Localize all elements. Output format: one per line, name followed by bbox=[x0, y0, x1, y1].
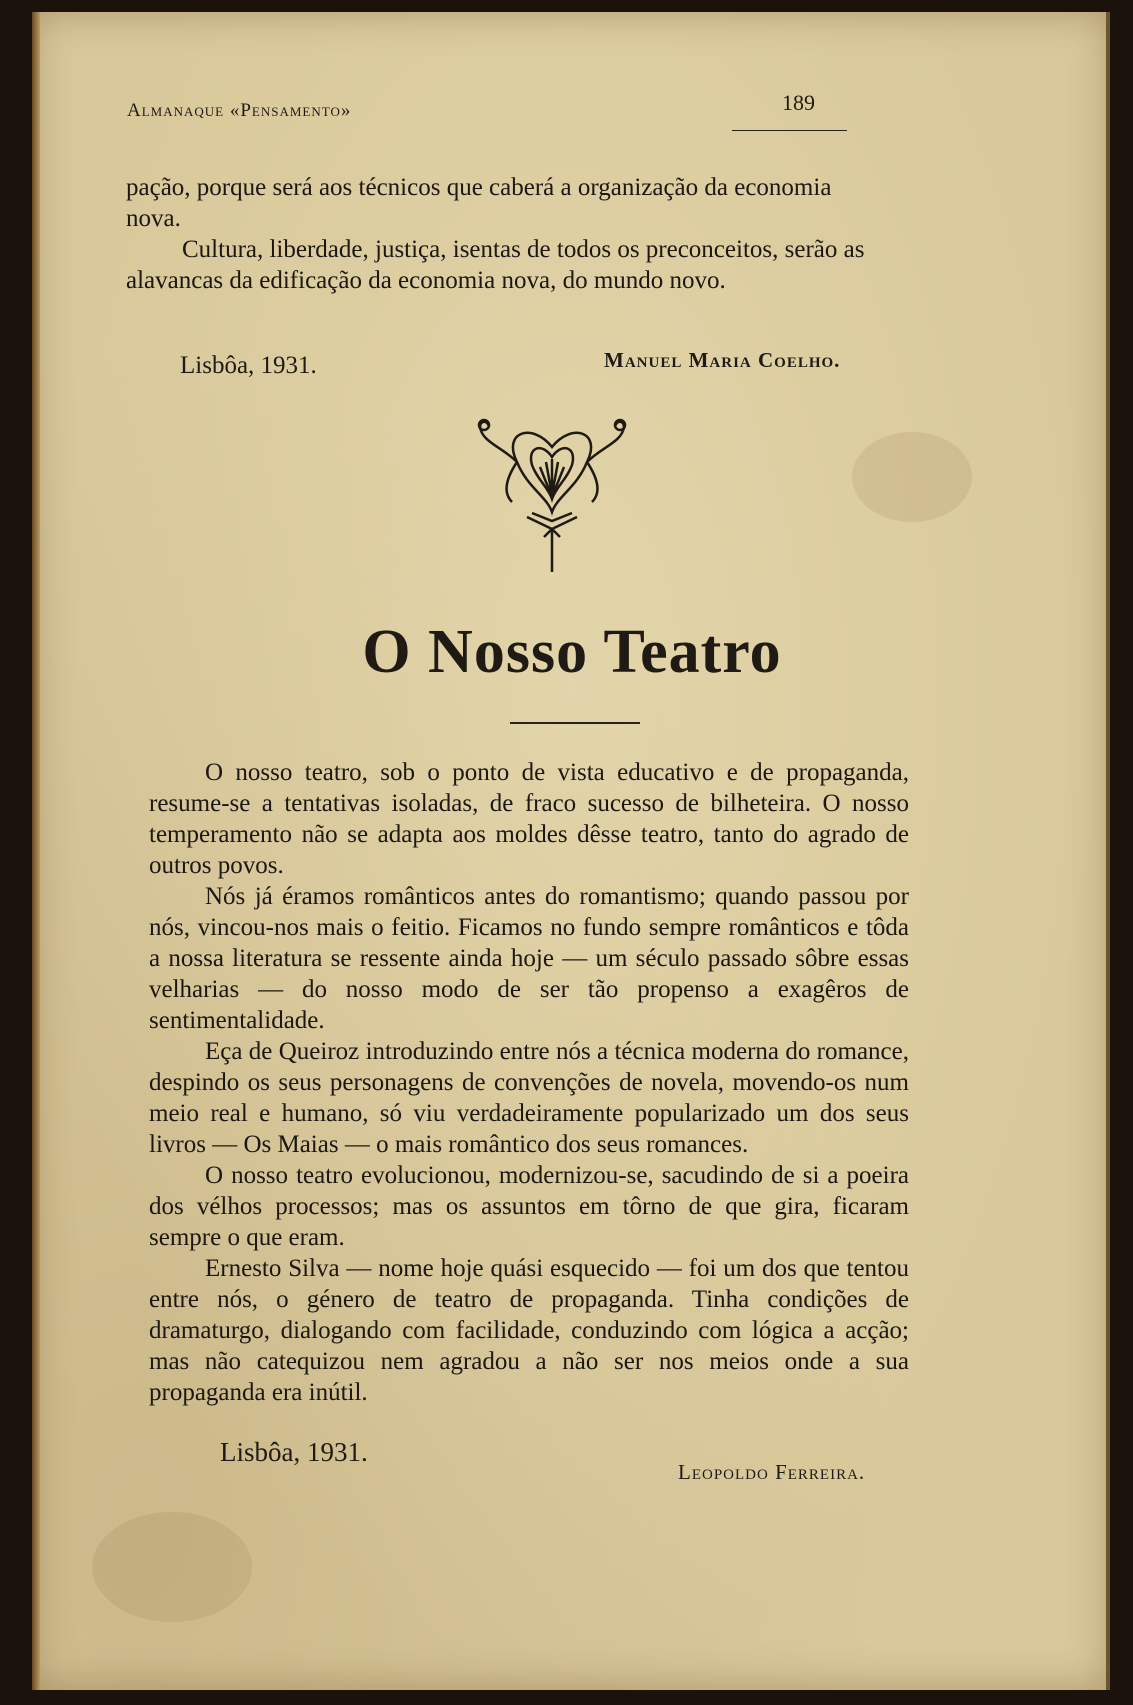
paragraph: Cultura, liberdade, justiça, isentas de todos os preconceitos, serão as alavancas da edificação da economia nova, do mundo novo. bbox=[126, 236, 865, 294]
paragraph: O nosso teatro evolucionou, modernizou-se, sacudindo de si a poeira dos vélhos processos; mas os assuntos em tôrno de que gira, ficaram sempre o que eram. bbox=[149, 1162, 909, 1251]
place-date: Lisbôa, 1931. bbox=[180, 352, 317, 379]
page-edge bbox=[1106, 12, 1110, 1690]
author-signature: Manuel Maria Coelho. bbox=[604, 348, 841, 372]
article-title: O Nosso Teatro bbox=[362, 618, 782, 686]
paper-stain bbox=[852, 432, 972, 522]
running-head: Almanaque «Pensamento» bbox=[127, 100, 352, 121]
paragraph: Eça de Queiroz introduzindo entre nós a técnica moderna do romance, despindo os seus personagens de convenções de novela, movendo-os num meio real e humano, só viu verdadeiramente popularizado um dos seus livros — Os Maias — o mais romântico dos seus romances. bbox=[149, 1038, 909, 1158]
page-number: 189 bbox=[782, 90, 815, 115]
place-date: Lisbôa, 1931. bbox=[220, 1437, 368, 1467]
page-gutter bbox=[32, 12, 40, 1690]
floral-ornament-icon bbox=[472, 417, 632, 582]
article-1-text bbox=[126, 172, 886, 296]
author-signature: Leopoldo Ferreira. bbox=[678, 1460, 866, 1484]
book-page bbox=[32, 12, 1110, 1690]
paper-stain bbox=[92, 1512, 252, 1622]
paragraph: Nós já éramos românticos antes do romantismo; quando passou por nós, vincou-nos mais o feitio. Ficamos no fundo sempre românticos e tôda a nossa literatura se ressente ainda hoje — um século passado sôbre essas velharias — do nosso modo de ser tão propenso a exagêros de sentimentalidade. bbox=[149, 883, 909, 1034]
title-rule bbox=[510, 722, 640, 724]
article-2-text bbox=[149, 757, 909, 1408]
page-number-rule bbox=[732, 130, 847, 131]
paragraph: pação, porque será aos técnicos que caberá a organização da economia nova. bbox=[126, 174, 832, 232]
paragraph: Ernesto Silva — nome hoje quási esquecido — foi um dos que tentou entre nós, o género de teatro de propaganda. Tinha condições de dramaturgo, dialogando com facilidade, conduzindo com lógica a acção; mas não catequizou nem agradou a não ser nos meios onde a sua propaganda era inútil. bbox=[149, 1255, 909, 1406]
paragraph: O nosso teatro, sob o ponto de vista educativo e de propaganda, resume-se a tentativas isoladas, de fraco sucesso de bilheteira. O nosso temperamento não se adapta aos moldes dêsse teatro, tanto do agrado de outros povos. bbox=[149, 759, 909, 879]
